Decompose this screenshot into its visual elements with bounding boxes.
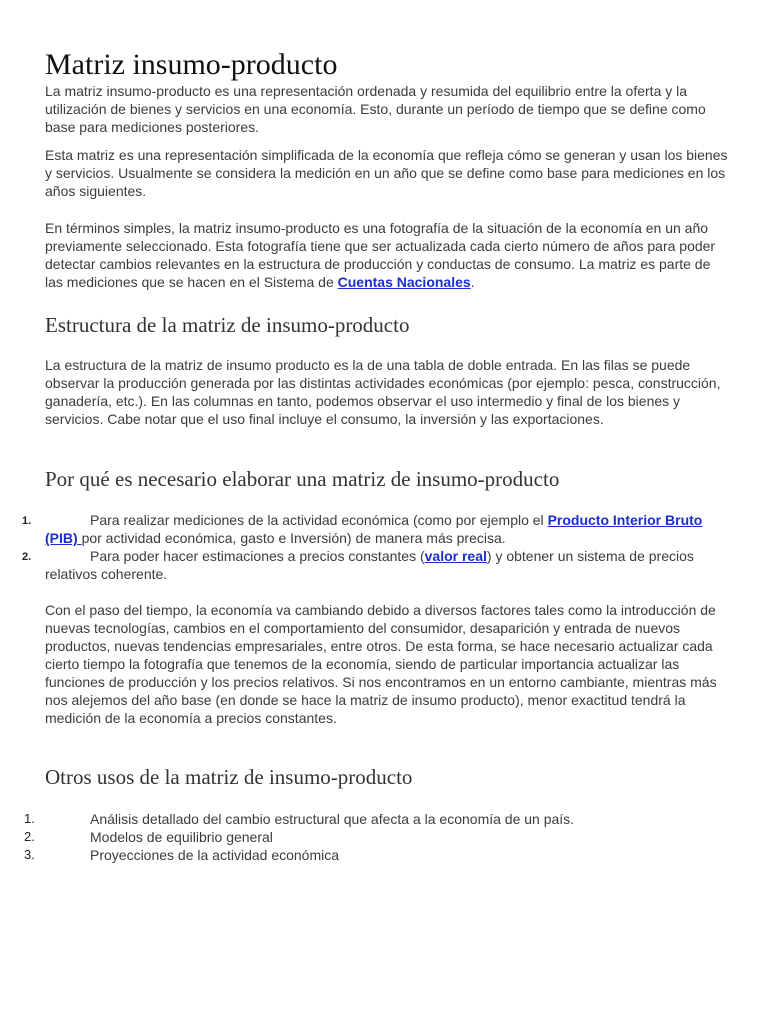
- pib-link[interactable]: Producto Interior Bruto (PIB): [45, 512, 703, 546]
- heading-otros-usos: Otros usos de la matriz de insumo-producto: [45, 765, 413, 789]
- por-que-paragraph: Con el paso del tiempo, la economía va cambiando debido a diversos factores tales como la introducción de nuevas tecnologías, cambios en el comportamiento del consumidor, desaparición y entrada de nuevos productos, nuevas tendencias empresariales, entre otros. De esta forma, se hace necesario actualizar cada cierto tiempo la fotografía que tenemos de la economía, siendo de particular importancia actualizar las funciones de producción y los precios relativos. Si nos encontramos en un entorno cambiante, mientras más nos alejemos del año base (en donde se hace la matriz de insumo producto), menor exactitud tendrá la medición de la economía a precios constantes.: [45, 602, 717, 726]
- page-title: Matriz insumo-producto: [45, 48, 338, 81]
- valor-real-link[interactable]: valor real: [424, 548, 487, 564]
- list-number: 2.: [24, 829, 35, 844]
- heading-por-que: Por qué es necesario elaborar una matriz de insumo-producto: [45, 467, 560, 491]
- cuentas-nacionales-link[interactable]: Cuentas Nacionales: [337, 274, 471, 290]
- intro-paragraph-2: Esta matriz es una representación simplificada de la economía que refleja cómo se generan y usan los bienes y servicios. Usualmente se considera la medición en un año que se define como base para mediciones en los años siguientes.: [45, 147, 728, 199]
- intro-paragraph-3: [45, 219, 729, 291]
- list-item-text-post: por actividad económica, gasto e Inversión) de manera más precisa.: [81, 530, 506, 546]
- list-item-text: Proyecciones de la actividad económica: [90, 847, 340, 863]
- list-number: 3.: [24, 847, 35, 862]
- list-item-text-pre: Para realizar mediciones de la actividad económica (como por ejemplo el: [90, 512, 548, 528]
- heading-estructura: Estructura de la matriz de insumo-producto: [45, 313, 410, 337]
- list-item-text: Modelos de equilibrio general: [90, 829, 273, 845]
- list-item-text: [45, 547, 729, 583]
- list-item-text-pre: Para poder hacer estimaciones a precios constantes (: [90, 548, 425, 564]
- intro-paragraph-3-text: En términos simples, la matriz insumo-producto es una fotografía de la situación de la economía en un año previamente seleccionado. Esta fotografía tiene que ser actualizada cada cierto número de años para poder detectar cambios relevantes en la estructura de producción y conductas de consumo. La matriz es parte de las mediciones que se hacen en el Sistema de: [45, 220, 716, 290]
- list-number: 1.: [22, 515, 32, 527]
- list-item-text: [45, 511, 729, 547]
- list-number: 1.: [24, 811, 35, 826]
- list-item-text-post: ) y obtener un sistema de precios relativos coherente.: [45, 548, 694, 582]
- list-number: 2.: [22, 551, 32, 563]
- intro-paragraph-3-end: .: [470, 274, 475, 290]
- estructura-paragraph: La estructura de la matriz de insumo producto es la de una tabla de doble entrada. En las filas se puede observar la producción generada por las distintas actividades económicas (por ejemplo: pesca, construcción, ganadería, etc.). En las columnas en tanto, podemos observar el uso intermedio y final de los bienes y servicios. Cabe notar que el uso final incluye el consumo, la inversión y las exportaciones.: [45, 357, 721, 427]
- intro-paragraph-1: La matriz insumo-producto es una representación ordenada y resumida del equilibrio entre la oferta y la utilización de bienes y servicios en una economía. Esto, durante un período de tiempo que se define como base para mediciones posteriores.: [45, 83, 706, 135]
- list-item-text: Análisis detallado del cambio estructural que afecta a la economía de un país.: [90, 811, 575, 827]
